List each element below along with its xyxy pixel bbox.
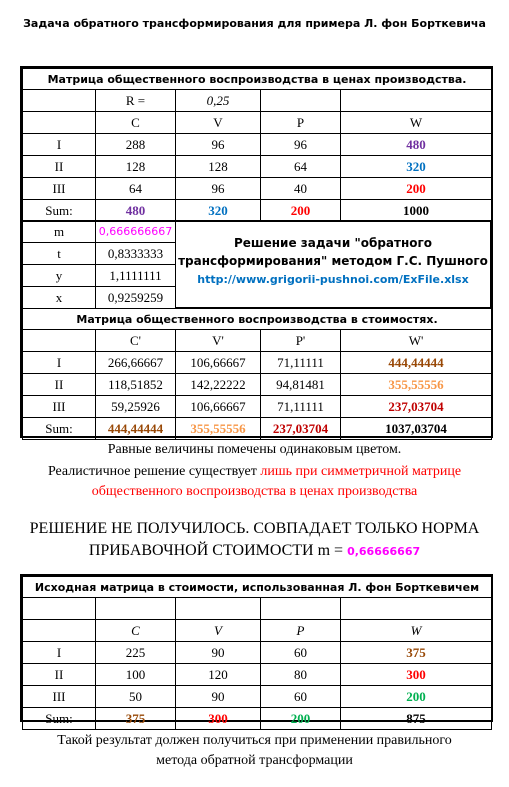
col-header: C: [96, 112, 176, 134]
empty-cell: [23, 598, 96, 620]
cell: 200: [261, 708, 341, 730]
cell: 71,11111: [261, 396, 341, 418]
solution-link[interactable]: http://www.grigorii-pushnoi.com/ExFile.xlsx: [197, 273, 469, 286]
row-label: II: [23, 156, 96, 178]
cell: 80: [261, 664, 341, 686]
table-row: [23, 642, 492, 664]
solution-note-line1: Решение задачи "обратного: [233, 236, 433, 250]
sum-label: Sum:: [23, 418, 96, 440]
equal-values-note: Равные величины помечены одинаковым цветом.: [107, 442, 402, 457]
table-row: [23, 156, 492, 178]
table-prices-header: Матрица общественного воспроизводства в ценах производства.: [23, 69, 492, 90]
empty-cell: [176, 598, 261, 620]
cell: 96: [176, 178, 261, 200]
row-label: III: [23, 178, 96, 200]
cell: 100: [96, 664, 176, 686]
param-label: t: [23, 243, 96, 265]
final-note-line1: Такой результат должен получиться при применении правильного: [57, 733, 452, 748]
col-header: P: [261, 620, 341, 642]
param-value: 0,666666667: [96, 221, 176, 243]
cell: 237,03704: [341, 396, 492, 418]
cell: 266,66667: [96, 352, 176, 374]
cell: 237,03704: [261, 418, 341, 440]
table-row: [23, 352, 492, 374]
row-label: II: [23, 664, 96, 686]
cell: 120: [176, 664, 261, 686]
solution-note-line2: трансформирования" методом Г.С. Пушного: [178, 254, 488, 268]
page-title: Задача обратного трансформирования для примера Л. фон Борткевича: [23, 17, 486, 30]
cell: 375: [96, 708, 176, 730]
row-label: II: [23, 374, 96, 396]
cell: 90: [176, 642, 261, 664]
param-row: [23, 221, 176, 243]
params-table: [22, 220, 176, 309]
table-row: [23, 396, 492, 418]
cell: 875: [341, 708, 492, 730]
r-value: 0,25: [176, 90, 261, 112]
cell: 320: [176, 200, 261, 222]
r-label: R =: [96, 90, 176, 112]
row-label: III: [23, 686, 96, 708]
cell: 355,55556: [176, 418, 261, 440]
sum-row: [23, 708, 492, 730]
param-row: [23, 265, 176, 287]
table-row: [23, 686, 492, 708]
param-value: 0,8333333: [96, 243, 176, 265]
empty-cell: [23, 90, 96, 112]
cell: 128: [96, 156, 176, 178]
fail-note-line1: РЕШЕНИЕ НЕ ПОЛУЧИЛОСЬ. СОВПАДАЕТ ТОЛЬКО НОРМА: [29, 520, 480, 537]
col-header: C': [96, 330, 176, 352]
col-header: W: [341, 112, 492, 134]
table-row: [23, 664, 492, 686]
cell: 94,81481: [261, 374, 341, 396]
cell: 96: [261, 134, 341, 156]
col-header: V: [176, 620, 261, 642]
cell: 60: [261, 642, 341, 664]
cell: 444,44444: [341, 352, 492, 374]
param-label: m: [23, 221, 96, 243]
col-header: W: [341, 620, 492, 642]
col-header: V': [176, 330, 261, 352]
table-row: [23, 178, 492, 200]
realistic-note-b: лишь при симметричной матрице: [260, 464, 462, 479]
cell: 106,66667: [176, 352, 261, 374]
table-prices: [22, 68, 492, 222]
empty-cell: [23, 620, 96, 642]
param-value: 0,9259259: [96, 287, 176, 309]
table-values: [22, 308, 492, 440]
table-row: [23, 134, 492, 156]
param-row: [23, 243, 176, 265]
cell: 118,51852: [96, 374, 176, 396]
sum-label: Sum:: [23, 200, 96, 222]
param-value: 1,1111111: [96, 265, 176, 287]
row-label: I: [23, 134, 96, 156]
param-label: y: [23, 265, 96, 287]
solution-note: [175, 220, 491, 308]
empty-cell: [261, 598, 341, 620]
cell: 1000: [341, 200, 492, 222]
cell: 1037,03704: [341, 418, 492, 440]
row-label: III: [23, 396, 96, 418]
cell: 40: [261, 178, 341, 200]
cell: 64: [261, 156, 341, 178]
realistic-note-a: Реалистичное решение существует: [47, 464, 261, 479]
param-label: x: [23, 287, 96, 309]
cell: 300: [176, 708, 261, 730]
cell: 50: [96, 686, 176, 708]
empty-cell: [23, 112, 96, 134]
sum-row: [23, 418, 492, 440]
realistic-note: [0, 462, 509, 482]
col-header: P: [261, 112, 341, 134]
cell: 64: [96, 178, 176, 200]
sum-row: [23, 200, 492, 222]
cell: 375: [341, 642, 492, 664]
table-values-header: Матрица общественного воспроизводства в стоимостях.: [23, 309, 492, 330]
col-header: V: [176, 112, 261, 134]
cell: 96: [176, 134, 261, 156]
empty-cell: [23, 330, 96, 352]
cell: 59,25926: [96, 396, 176, 418]
cell: 106,66667: [176, 396, 261, 418]
cell: 71,11111: [261, 352, 341, 374]
row-label: I: [23, 642, 96, 664]
sum-label: Sum:: [23, 708, 96, 730]
cell: 480: [96, 200, 176, 222]
fail-note-line2: [0, 540, 509, 563]
empty-cell: [96, 598, 176, 620]
cell: 300: [341, 664, 492, 686]
cell: 444,44444: [96, 418, 176, 440]
cell: 288: [96, 134, 176, 156]
cell: 128: [176, 156, 261, 178]
table-row: [23, 374, 492, 396]
cell: 90: [176, 686, 261, 708]
empty-cell: [341, 90, 492, 112]
cell: 200: [341, 178, 492, 200]
param-row: [23, 287, 176, 309]
fail-note-text: ПРИБАВОЧНОЙ СТОИМОСТИ m =: [88, 542, 348, 559]
col-header: C: [96, 620, 176, 642]
cell: 225: [96, 642, 176, 664]
cell: 60: [261, 686, 341, 708]
cell: 480: [341, 134, 492, 156]
col-header: W': [341, 330, 492, 352]
table-original-header: Исходная матрица в стоимости, использованная Л. фон Борткевичем: [23, 577, 492, 598]
row-label: I: [23, 352, 96, 374]
cell: 200: [341, 686, 492, 708]
empty-cell: [261, 90, 341, 112]
empty-cell: [341, 598, 492, 620]
cell: 200: [261, 200, 341, 222]
cell: 320: [341, 156, 492, 178]
fail-note-value: 0,66666667: [347, 545, 421, 558]
table-original: [22, 576, 492, 730]
col-header: P': [261, 330, 341, 352]
realistic-note-c: общественного воспроизводства в ценах производства: [91, 484, 418, 499]
cell: 355,55556: [341, 374, 492, 396]
cell: 142,22222: [176, 374, 261, 396]
final-note-line2: метода обратной трансформации: [156, 753, 353, 768]
